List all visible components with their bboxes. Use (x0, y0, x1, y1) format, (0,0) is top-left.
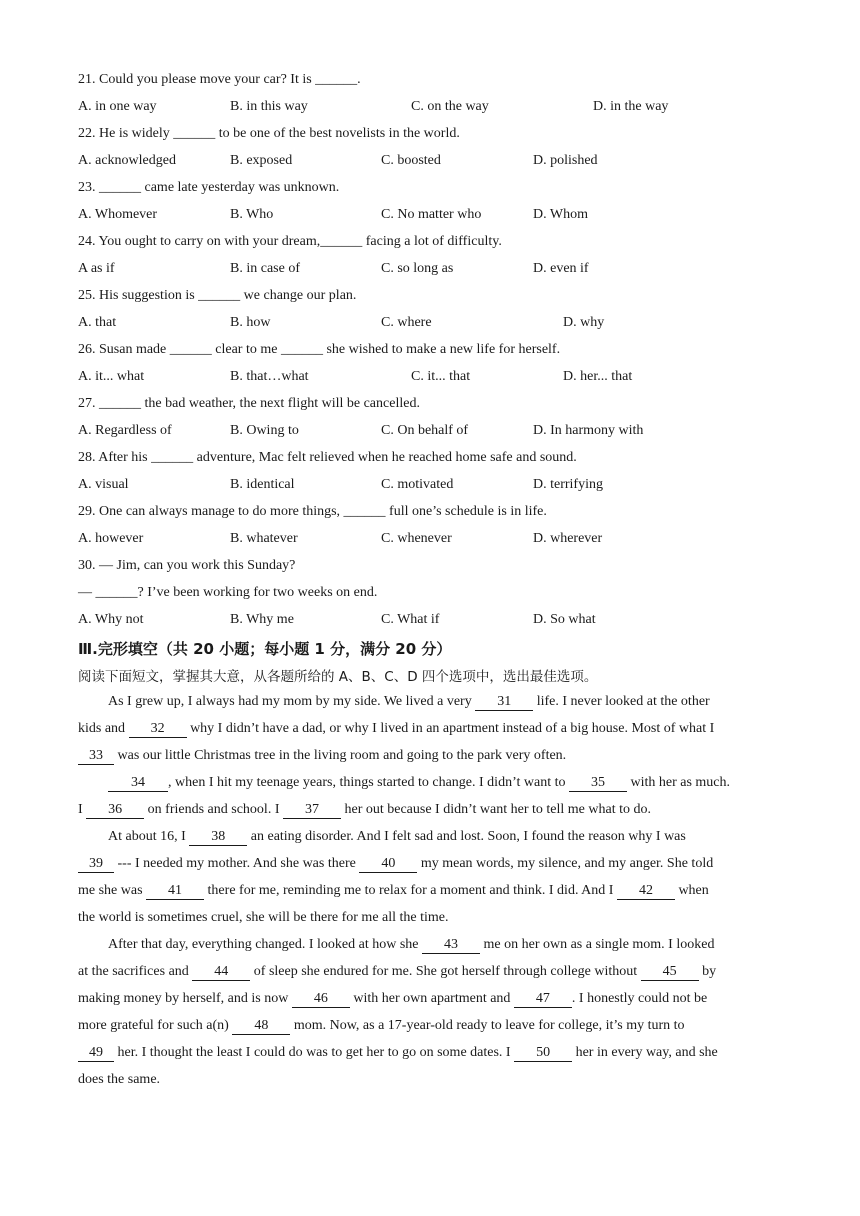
question-26-stem: 26. Susan made ______ clear to me ______ she wished to make a new life for herself. (78, 342, 561, 357)
q28-option-b: B. identical (230, 477, 295, 492)
text-span: at the sacrifices and (78, 964, 193, 979)
text-span: As I grew up, I always had my mom by my side. We lived a very (108, 694, 476, 709)
text-span: , when I hit my teenage years, things started to change. I didn’t want to (168, 775, 569, 790)
q26-option-b: B. that…what (230, 369, 309, 384)
q29-option-b: B. whatever (230, 531, 298, 546)
text-span: --- I needed my mother. And she was there (114, 856, 360, 871)
q21-option-a: A. in one way (78, 99, 157, 114)
q28-option-a: A. visual (78, 477, 129, 492)
blank-47[interactable]: 47 (514, 991, 572, 1008)
q22-option-a: A. acknowledged (78, 153, 176, 168)
q27-option-a: A. Regardless of (78, 423, 172, 438)
passage-line (108, 828, 686, 846)
q28-option-c: C. motivated (381, 477, 454, 492)
q22-option-c: C. boosted (381, 153, 441, 168)
q23-option-b: B. Who (230, 207, 274, 222)
q30-option-b: B. Why me (230, 612, 294, 627)
q25-option-d: D. why (563, 315, 605, 330)
text-span: me she was (78, 883, 147, 898)
text-span: . I honestly could not be (571, 991, 708, 1006)
q24-option-d: D. even if (533, 261, 589, 276)
q29-option-d: D. wherever (533, 531, 603, 546)
blank-31[interactable]: 31 (475, 694, 533, 711)
q22-option-d: D. polished (533, 153, 598, 168)
text-span: why I didn’t have a dad, or why I lived in an apartment instead of a big house. Most of what I (186, 721, 715, 736)
q29-option-c: C. whenever (381, 531, 452, 546)
passage-line: the world is sometimes cruel, she will be there for me all the time. (78, 910, 449, 925)
q23-option-d: D. Whom (533, 207, 588, 222)
question-25-stem: 25. His suggestion is ______ we change our plan. (78, 288, 357, 303)
text-span: her in every way, and she (572, 1045, 718, 1060)
text-span: I (78, 802, 87, 817)
blank-35[interactable]: 35 (569, 775, 627, 792)
blank-40[interactable]: 40 (359, 856, 417, 873)
question-23-stem: 23. ______ came late yesterday was unknown. (78, 180, 340, 195)
q25-option-a: A. that (78, 315, 117, 330)
text-span: After that day, everything changed. I looked at how she (108, 937, 422, 952)
blank-49[interactable]: 49 (78, 1045, 114, 1062)
q21-option-d: D. in the way (593, 99, 669, 114)
question-30-reply: — ______? I’ve been working for two weeks on end. (78, 585, 378, 600)
blank-44[interactable]: 44 (192, 964, 250, 981)
text-span: of sleep she endured for me. She got herself through college without (250, 964, 641, 979)
blank-48[interactable]: 48 (232, 1018, 290, 1035)
question-22-stem: 22. He is widely ______ to be one of the best novelists in the world. (78, 126, 460, 141)
text-span: life. I never looked at the other (533, 694, 710, 709)
blank-38[interactable]: 38 (189, 829, 247, 846)
text-span: was our little Christmas tree in the living room and going to the park very often. (114, 748, 567, 763)
blank-46[interactable]: 46 (292, 991, 350, 1008)
passage-line (108, 693, 710, 711)
passage-line (78, 720, 714, 738)
q22-option-b: B. exposed (230, 153, 293, 168)
text-span: my mean words, my silence, and my anger. She told (417, 856, 714, 871)
text-span: more grateful for such a(n) (78, 1018, 233, 1033)
passage-line (78, 882, 709, 900)
q28-option-d: D. terrifying (533, 477, 603, 492)
section-title: Ⅲ.完形填空（共 20 小题；每小题 1 分，满分 20 分） (78, 640, 452, 658)
q24-option-c: C. so long as (381, 261, 454, 276)
text-span: an eating disorder. And I felt sad and lost. Soon, I found the reason why I was (247, 829, 686, 844)
passage-line (108, 774, 730, 792)
q29-option-a: A. however (78, 531, 144, 546)
text-span: with her as much. (626, 775, 730, 790)
q26-option-c: C. it... that (411, 369, 471, 384)
q21-option-c: C. on the way (411, 99, 489, 114)
text-span: on friends and school. I (144, 802, 283, 817)
question-30-stem: 30. — Jim, can you work this Sunday? (78, 558, 296, 573)
question-27-stem: 27. ______ the bad weather, the next flight will be cancelled. (78, 396, 420, 411)
q27-option-d: D. In harmony with (533, 423, 644, 438)
q26-option-d: D. her... that (563, 369, 633, 384)
passage-line (78, 990, 707, 1008)
section-instruction: 阅读下面短文，掌握其大意，从各题所给的 A、B、C、D 四个选项中，选出最佳选项。 (78, 669, 598, 685)
text-span: making money by herself, and is now (78, 991, 292, 1006)
q25-option-c: C. where (381, 315, 432, 330)
q24-option-b: B. in case of (230, 261, 300, 276)
text-span: when (674, 883, 709, 898)
q30-option-a: A. Why not (78, 612, 144, 627)
text-span: by (698, 964, 717, 979)
blank-37[interactable]: 37 (283, 802, 341, 819)
q27-option-c: C. On behalf of (381, 423, 469, 438)
text-span: kids and (78, 721, 129, 736)
q25-option-b: B. how (230, 315, 271, 330)
passage-line (108, 936, 714, 954)
blank-32[interactable]: 32 (129, 721, 187, 738)
question-21-stem: 21. Could you please move your car? It is ______. (78, 72, 361, 87)
q30-option-d: D. So what (533, 612, 596, 627)
text-span: there for me, reminding me to relax for a moment and think. I did. And I (204, 883, 617, 898)
passage-line: does the same. (78, 1072, 161, 1087)
passage-line (78, 747, 566, 765)
blank-39[interactable]: 39 (78, 856, 114, 873)
blank-42[interactable]: 42 (617, 883, 675, 900)
passage-line (78, 963, 716, 981)
q23-option-c: C. No matter who (381, 207, 482, 222)
q21-option-b: B. in this way (230, 99, 308, 114)
q30-option-c: C. What if (381, 612, 440, 627)
blank-41[interactable]: 41 (146, 883, 204, 900)
passage-line (78, 801, 651, 819)
passage-line (78, 1017, 685, 1035)
text-span: me on her own as a single mom. I looked (480, 937, 715, 952)
passage-line (78, 1044, 718, 1062)
q26-option-a: A. it... what (78, 369, 145, 384)
blank-43[interactable]: 43 (422, 937, 480, 954)
q23-option-a: A. Whomever (78, 207, 158, 222)
text-span: mom. Now, as a 17-year-old ready to leave for college, it’s my turn to (290, 1018, 685, 1033)
text-span: her. I thought the least I could do was to get her to go on some dates. I (114, 1045, 515, 1060)
text-span: her out because I didn’t want her to tell me what to do. (340, 802, 651, 817)
question-24-stem: 24. You ought to carry on with your dream,______ facing a lot of difficulty. (78, 234, 502, 249)
question-29-stem: 29. One can always manage to do more things, ______ full one’s schedule is in life. (78, 504, 547, 519)
blank-36[interactable]: 36 (86, 802, 144, 819)
passage-line (78, 855, 713, 873)
q24-option-a: A as if (78, 261, 115, 276)
blank-34[interactable]: 34 (108, 775, 168, 792)
question-28-stem: 28. After his ______ adventure, Mac felt relieved when he reached home safe and sound. (78, 450, 577, 465)
text-span: At about 16, I (108, 829, 190, 844)
blank-45[interactable]: 45 (641, 964, 699, 981)
blank-33[interactable]: 33 (78, 748, 114, 765)
q27-option-b: B. Owing to (230, 423, 299, 438)
blank-50[interactable]: 50 (514, 1045, 572, 1062)
text-span: with her own apartment and (349, 991, 514, 1006)
